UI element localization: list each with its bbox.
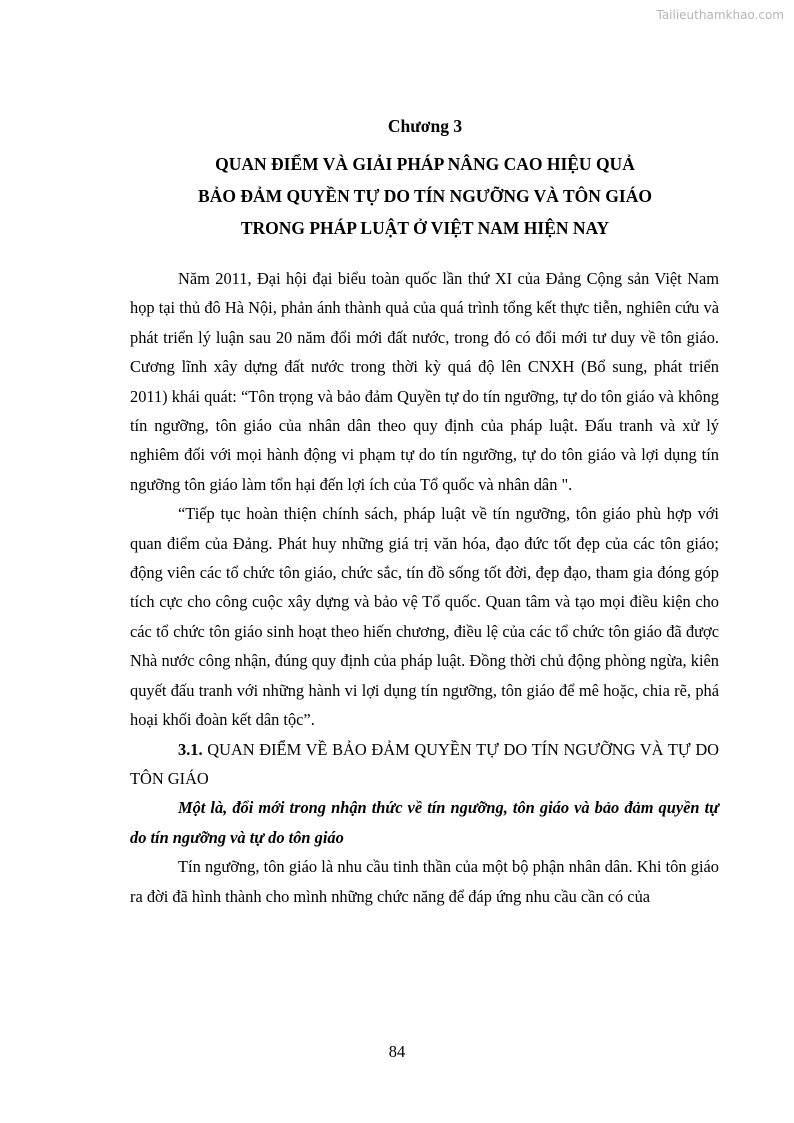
- section-title: QUAN ĐIỂM VỀ BẢO ĐẢM QUYỀN TỰ DO TÍN NGƯỠNG VÀ TỰ DO TÔN GIÁO: [130, 739, 719, 788]
- paragraph: “Tiếp tục hoàn thiện chính sách, pháp luật về tín ngưỡng, tôn giáo phù hợp với quan điểm của Đảng. Phát huy những giá trị văn hóa, đạo đức tốt đẹp của các tôn giáo; động viên các tổ chức tôn giáo, chức sắc, tín đồ sống tốt đời, đẹp đạo, tham gia đóng góp tích cực cho công cuộc xây dựng và bảo vệ Tổ quốc. Quan tâm và tạo mọi điều kiện cho các tổ chức tôn giáo sinh hoạt theo hiến chương, điều lệ của các tổ chức tôn giáo đã được Nhà nước công nhận, đúng quy định của pháp luật. Đồng thời chủ động phòng ngừa, kiên quyết đấu tranh với những hành vi lợi dụng tín ngưỡng, tôn giáo để mê hoặc, chia rẽ, phá hoại khối đoàn kết dân tộc”.: [130, 504, 719, 730]
- chapter-title-line: TRONG PHÁP LUẬT Ở VIỆT NAM HIỆN NAY: [240, 218, 610, 238]
- section-number: 3.1.: [178, 739, 203, 759]
- paragraph: Tín ngưỡng, tôn giáo là nhu cầu tinh thần của một bộ phận nhân dân. Khi tôn giáo ra đời đã hình thành cho mình những chức năng để đáp ứng nhu cầu cần có của: [130, 857, 719, 906]
- chapter-label: Chương 3: [387, 116, 463, 136]
- chapter-heading: [130, 115, 720, 244]
- chapter-title-line: BẢO ĐẢM QUYỀN TỰ DO TÍN NGƯỠNG VÀ TÔN GIÁO: [198, 186, 652, 206]
- chapter-title-line: QUAN ĐIỂM VÀ GIẢI PHÁP NÂNG CAO HIỆU QUẢ: [215, 154, 635, 174]
- paragraph: Năm 2011, Đại hội đại biểu toàn quốc lần thứ XI của Đảng Cộng sản Việt Nam họp tại thủ đô Hà Nội, phản ánh thành quả của quá trình tổng kết thực tiễn, nghiên cứu và phát triển lý luận sau 20 năm đổi mới đất nước, trong đó có đổi mới tư duy về tôn giáo. Cương lĩnh xây dựng đất nước trong thời kỳ quá độ lên CNXH (Bổ sung, phát triển 2011) khái quát: “Tôn trọng và bảo đảm Quyền tự do tín ngưỡng, tự do tôn giáo và không tín ngưỡng, tôn giáo của nhân dân theo quy định của pháp luật. Đấu tranh và xử lý nghiêm đối với mọi hành động vi phạm tự do tín ngưỡng, tự do tôn giáo và lợi dụng tín ngưỡng tôn giáo làm tổn hại đến lợi ích của Tổ quốc và nhân dân ".: [130, 269, 719, 494]
- subheading: Một là, đổi mới trong nhận thức về tín ngưỡng, tôn giáo và bảo đảm quyền tự do tín ngưỡng và tự do tôn giáo: [130, 798, 719, 847]
- page-number: 84: [388, 1042, 406, 1061]
- body-text: [130, 264, 719, 911]
- section-heading: [130, 735, 719, 794]
- watermark: Tailieuthamkhao.com: [656, 8, 784, 22]
